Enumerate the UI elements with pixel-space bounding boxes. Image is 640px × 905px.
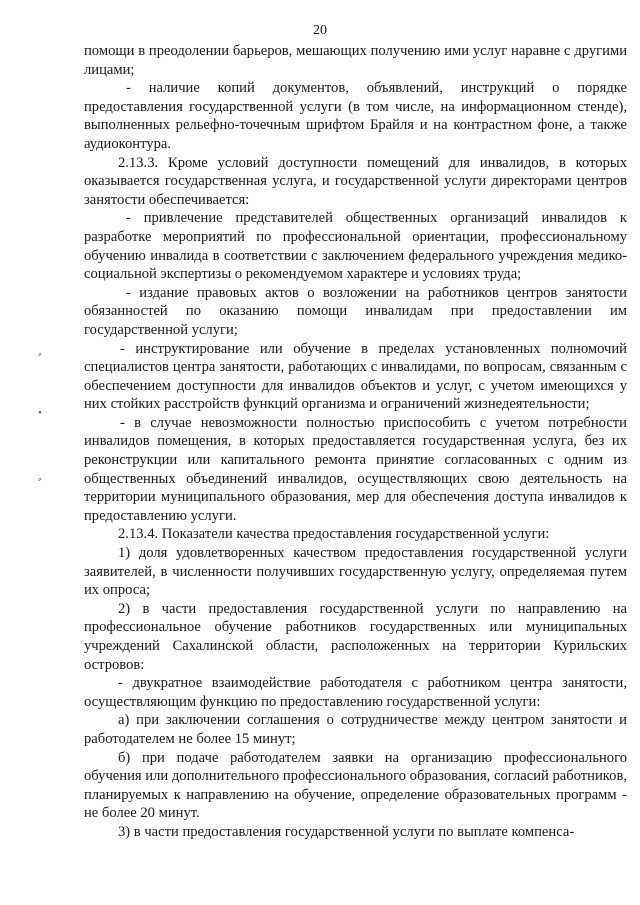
sub-item: а) при заключении соглашения о сотрудничестве между центром занятости и работодателем не более 15 минут; [84,712,627,747]
document-body [84,42,627,842]
page-number: 20 [313,23,327,38]
paragraph: - инструктирование или обучение в пределах установленных полномочий специалистов центра занятости, работающих с инвалидами, по вопросам, связанным с обеспечением доступности для инвалидов объектов и услуг, с учетом имеющихся у них стойких расстройств функций организма и ограничений жизнедеятельности; [84,340,627,413]
paragraph: - привлечение представителей общественных организаций инвалидов к разработке мероприятий по профессиональной ориентации, профессиональному обучению инвалида в соответствии с заключением федерального учреждения медико-социальной экспертизы о рекомендуемом характере и условиях труда; [84,210,627,283]
paragraph: - в случае невозможности полностью приспособить с учетом потребности инвалидов помещения, в которых предоставляется государственная услуга, без их реконструкции или капитального ремонта принятие согласованных с одним из общественных объединений инвалидов, осуществляющих свою деятельность на территории муниципального образования, мер для обеспечения доступа инвалидов к предоставлению услуги. [84,414,627,524]
sub-item: б) при подаче работодателем заявки на организацию профессионального обучения или дополнительного профессионального образования, согласий работников, планируемых к направлению на обучение, определение образовательных программ - не более 20 минут. [84,749,627,822]
section-2-13-3: 2.13.3. Кроме условий доступности помещений для инвалидов, в которых оказывается государственная услуга, и государственной услуги директорами центров занятости обеспечивается: [84,154,627,208]
paragraph: - двукратное взаимодействие работодателя с работником центра занятости, осуществляющим функцию по предоставлению государственной услуги: [84,675,627,710]
section-2-13-4: 2.13.4. Показатели качества предоставления государственной услуги: [118,526,550,543]
paragraph: - наличие копий документов, объявлений, инструкций о порядке предоставления государственной услуги (в том числе, на информационном стенде), выполненных рельефно-точечным шрифтом Брайля и на контрастном фоне, а также аудиоконтура. [84,80,627,152]
margin-mark: ⸗ [38,348,42,360]
margin-mark: ⸗ [38,473,42,485]
list-item: 2) в части предоставления государственной услуги по направлению на профессиональное обучение работников государственных или муниципальных учреждений Сахалинской области, расположенных на территории Курильских островов: [84,600,627,673]
list-item: 3) в части предоставления государственной услуги по выплате компенса- [118,823,575,840]
margin-mark: • [38,407,42,419]
paragraph: - издание правовых актов о возложении на работников центров занятости обязанностей по оказанию помощи инвалидам при предоставлении им государственной услуги; [84,284,627,338]
list-item: 1) доля удовлетворенных качеством предоставления государственной услуги заявителей, в численности получивших государственную услугу, определяемая путем их опроса; [84,545,627,599]
paragraph: помощи в преодолении барьеров, мешающих получению ими услуг наравне с другими лицами; [84,43,627,78]
